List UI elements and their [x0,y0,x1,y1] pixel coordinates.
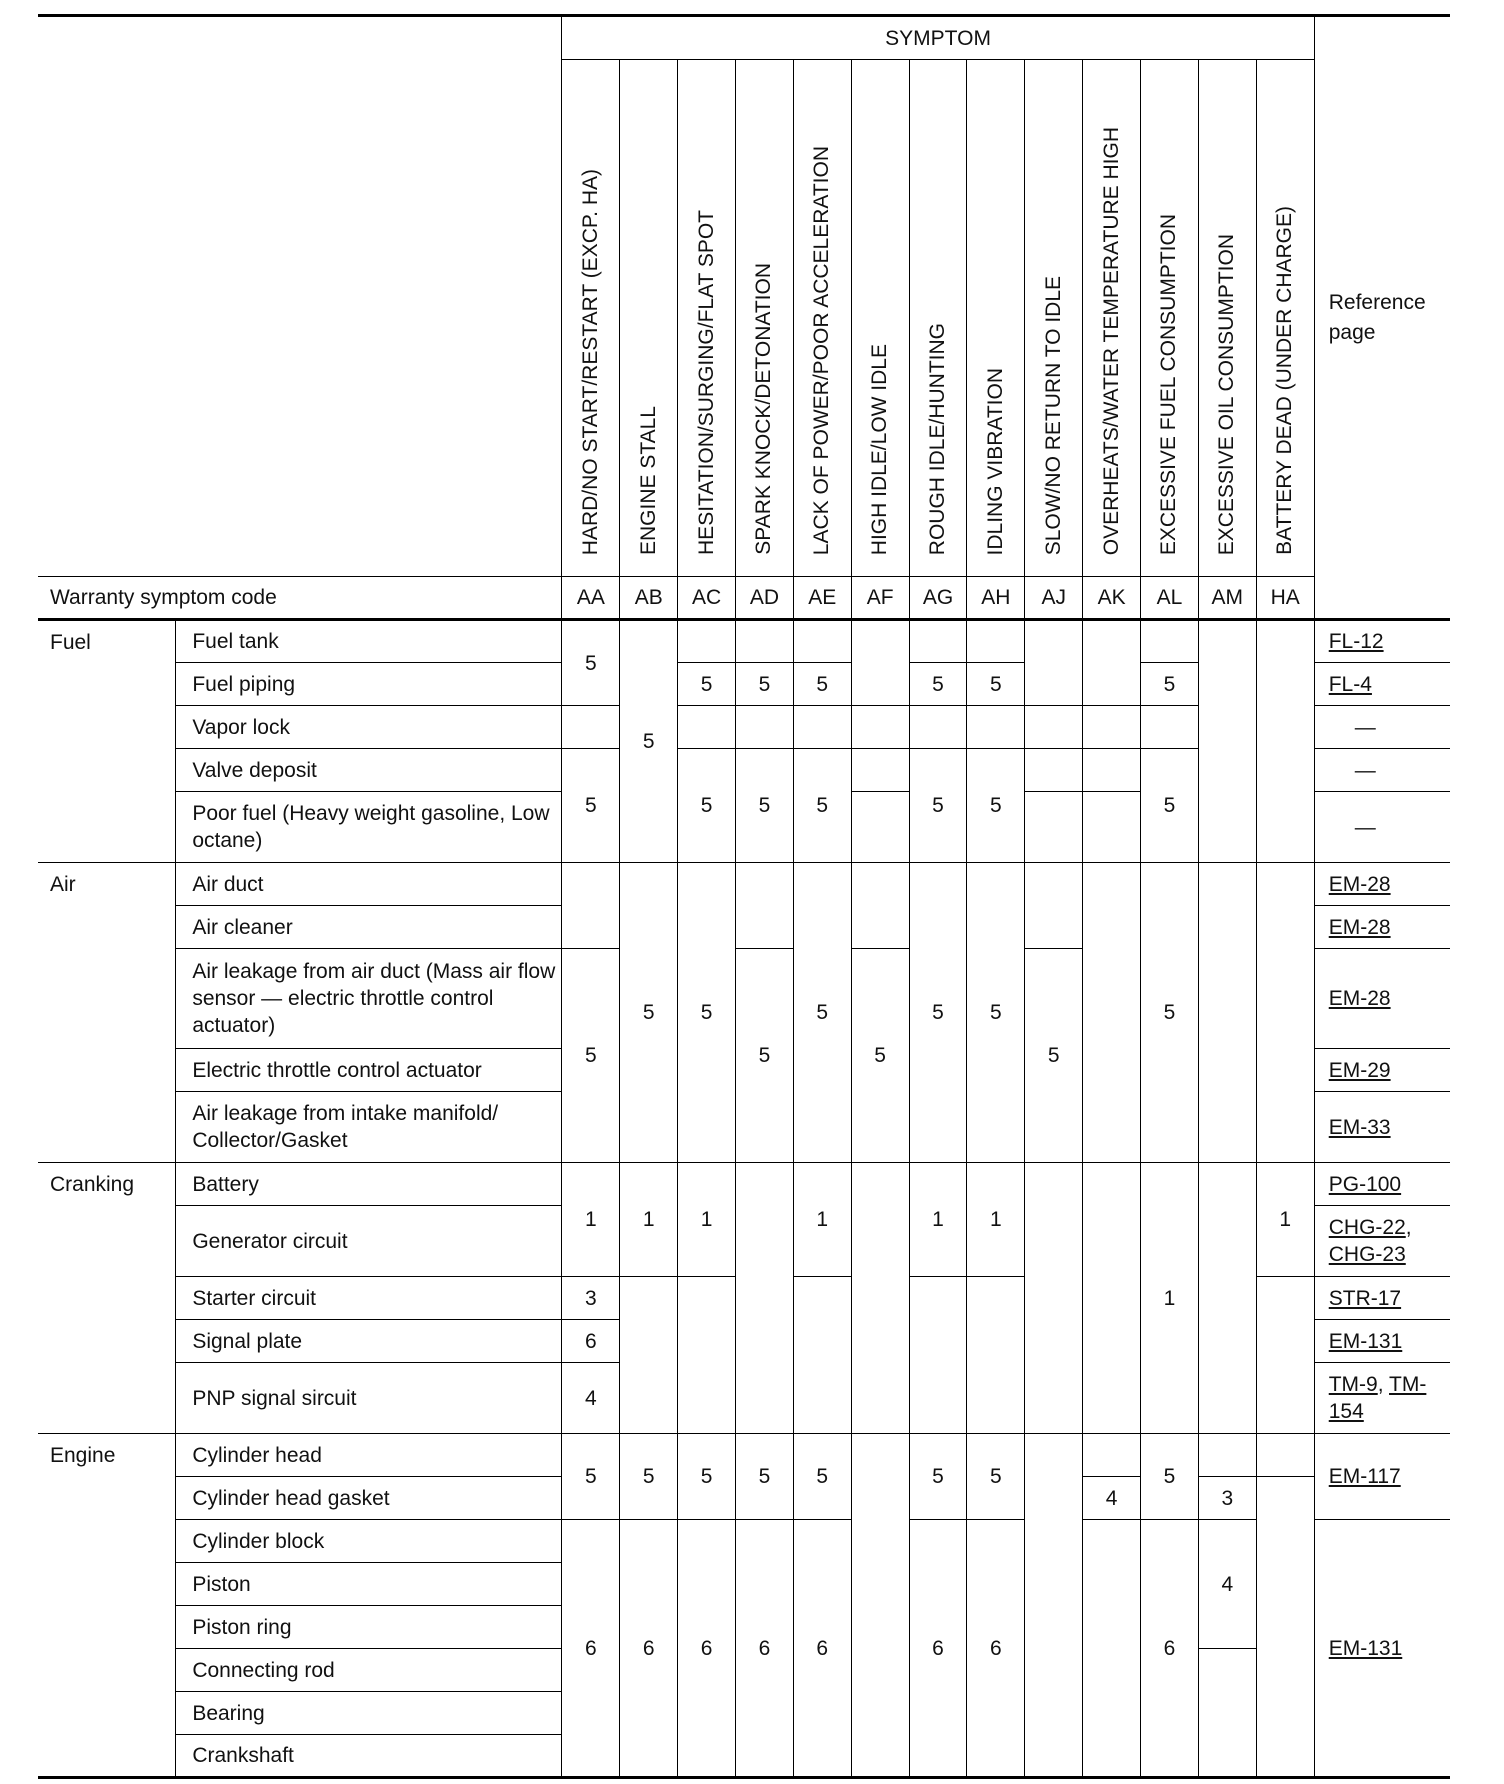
item-cyl-head-gasket: Cylinder head gasket [176,1477,562,1520]
value-cell: 1 [909,1163,967,1277]
item-bearing: Bearing [176,1692,562,1735]
ref-tm[interactable]: TM-9, TM-154 [1314,1363,1450,1434]
warranty-code-label: Warranty symptom code [38,577,562,620]
code-cell: HA [1256,577,1314,620]
value-cell: 5 [967,863,1025,1163]
value-cell: 5 [967,1434,1025,1520]
value-cell: 5 [909,749,967,863]
item-conrod: Connecting rod [176,1649,562,1692]
symptom-ad-header: SPARK KNOCK/DETONATION [735,60,793,577]
category-engine: Engine [38,1434,176,1778]
value-cell: 5 [620,1434,678,1520]
code-cell: AF [851,577,909,620]
category-fuel: Fuel [38,620,176,863]
value-cell: 4 [1083,1477,1141,1520]
value-cell: 5 [1141,1434,1199,1520]
value-cell: 1 [793,1163,851,1277]
value-cell: 5 [562,949,620,1163]
value-cell: 1 [967,1163,1025,1277]
symptom-ag-header: ROUGH IDLE/HUNTING [909,60,967,577]
reference-page-header: Reference page [1314,16,1450,620]
diagnosis-table-page [38,14,1450,1779]
ref-em33[interactable]: EM-33 [1314,1092,1450,1163]
item-fuel-tank: Fuel tank [176,620,562,663]
category-air: Air [38,863,176,1163]
item-vapor-lock: Vapor lock [176,706,562,749]
item-signal-plate: Signal plate [176,1320,562,1363]
value-cell: 5 [735,663,793,706]
value-cell: 5 [1141,663,1199,706]
item-piston-ring: Piston ring [176,1606,562,1649]
value-cell: 5 [620,863,678,1163]
symptom-ah-header: IDLING VIBRATION [967,60,1025,577]
value-cell: 6 [620,1520,678,1778]
symptom-af-header: HIGH IDLE/LOW IDLE [851,60,909,577]
code-cell: AA [562,577,620,620]
value-cell: 5 [678,863,736,1163]
value-cell: 5 [620,620,678,863]
value-cell: 6 [967,1520,1025,1778]
value-cell: 5 [562,749,620,863]
value-cell: 5 [735,949,793,1163]
value-cell: 4 [562,1363,620,1434]
code-cell: AJ [1025,577,1083,620]
value-cell: 1 [1141,1163,1199,1434]
value-cell: 5 [793,749,851,863]
item-air-leak-duct: Air leakage from air duct (Mass air flow sensor — electric throttle control actuator) [176,949,562,1049]
ref-str17[interactable]: STR-17 [1314,1277,1450,1320]
ref-pg100[interactable]: PG-100 [1314,1163,1450,1206]
value-cell: 5 [1141,749,1199,863]
symptom-ha-header: BATTERY DEAD (UNDER CHARGE) [1256,60,1314,577]
code-cell: AE [793,577,851,620]
symptom-aa-header: HARD/NO START/RESTART (EXCP. HA) [562,60,620,577]
value-cell: 6 [562,1520,620,1778]
ref-em28[interactable]: EM-28 [1314,906,1450,949]
item-air-cleaner: Air cleaner [176,906,562,949]
ref-fl12[interactable]: FL-12 [1314,620,1450,663]
item-piston: Piston [176,1563,562,1606]
item-poor-fuel: Poor fuel (Heavy weight gasoline, Low octane) [176,792,562,863]
value-cell: 5 [1025,949,1083,1163]
value-cell: 5 [678,749,736,863]
value-cell: 3 [562,1277,620,1320]
value-cell: 6 [678,1520,736,1778]
code-cell: AL [1141,577,1199,620]
code-cell: AM [1198,577,1256,620]
symptom-al-header: EXCESSIVE FUEL CONSUMPTION [1141,60,1199,577]
ref-dash: — [1314,749,1450,792]
item-air-leak-manifold: Air leakage from intake manifold/ Collector/Gasket [176,1092,562,1163]
value-cell: 5 [562,620,620,706]
value-cell: 5 [967,749,1025,863]
value-cell: 5 [678,663,736,706]
category-cranking: Cranking [38,1163,176,1434]
value-cell: 5 [909,663,967,706]
ref-dash: — [1314,792,1450,863]
item-valve-deposit: Valve deposit [176,749,562,792]
item-generator: Generator circuit [176,1206,562,1277]
ref-fl4[interactable]: FL-4 [1314,663,1450,706]
value-cell: 6 [735,1520,793,1778]
value-cell: 3 [1198,1477,1256,1520]
value-cell: 5 [735,749,793,863]
value-cell: 5 [909,863,967,1163]
item-etc-actuator: Electric throttle control actuator [176,1049,562,1092]
code-cell: AD [735,577,793,620]
value-cell: 5 [678,1434,736,1520]
value-cell: 5 [735,1434,793,1520]
value-cell: 5 [851,949,909,1163]
symptom-am-header: EXCESSIVE OIL CONSUMPTION [1198,60,1256,577]
value-cell: 5 [1141,863,1199,1163]
ref-em28[interactable]: EM-28 [1314,949,1450,1049]
symptom-aj-header: SLOW/NO RETURN TO IDLE [1025,60,1083,577]
code-cell: AG [909,577,967,620]
item-fuel-piping: Fuel piping [176,663,562,706]
code-cell: AC [678,577,736,620]
code-cell: AH [967,577,1025,620]
ref-em131[interactable]: EM-131 [1314,1320,1450,1363]
value-cell: 5 [793,1434,851,1520]
item-starter: Starter circuit [176,1277,562,1320]
value-cell: 4 [1198,1520,1256,1649]
value-cell: 5 [967,663,1025,706]
value-cell: 6 [562,1320,620,1363]
ref-dash: — [1314,706,1450,749]
code-cell: AK [1083,577,1141,620]
value-cell: 1 [1256,1163,1314,1277]
symptom-matrix-table [38,14,1450,1779]
value-cell: 5 [562,1434,620,1520]
item-air-duct: Air duct [176,863,562,906]
item-pnp: PNP signal sircuit [176,1363,562,1434]
code-cell: AB [620,577,678,620]
item-cyl-head: Cylinder head [176,1434,562,1477]
ref-em29[interactable]: EM-29 [1314,1049,1450,1092]
item-battery: Battery [176,1163,562,1206]
symptom-title: SYMPTOM [562,16,1314,60]
item-cyl-block: Cylinder block [176,1520,562,1563]
ref-em28[interactable]: EM-28 [1314,863,1450,906]
value-cell: 6 [793,1520,851,1778]
symptom-ab-header: ENGINE STALL [620,60,678,577]
value-cell: 6 [1141,1520,1199,1778]
value-cell: 1 [562,1163,620,1277]
ref-em131[interactable]: EM-131 [1314,1520,1450,1778]
ref-chg[interactable]: CHG-22, CHG-23 [1314,1206,1450,1277]
item-crankshaft: Crankshaft [176,1735,562,1778]
symptom-ae-header: LACK OF POWER/POOR ACCELERATION [793,60,851,577]
value-cell: 1 [620,1163,678,1277]
value-cell: 1 [678,1163,736,1277]
symptom-ac-header: HESITATION/SURGING/FLAT SPOT [678,60,736,577]
value-cell: 5 [909,1434,967,1520]
value-cell: 5 [793,863,851,1163]
value-cell: 6 [909,1520,967,1778]
value-cell: 5 [793,663,851,706]
symptom-ak-header: OVERHEATS/WATER TEMPERATURE HIGH [1083,60,1141,577]
header-blank [38,16,562,577]
ref-em117[interactable]: EM-117 [1314,1434,1450,1520]
